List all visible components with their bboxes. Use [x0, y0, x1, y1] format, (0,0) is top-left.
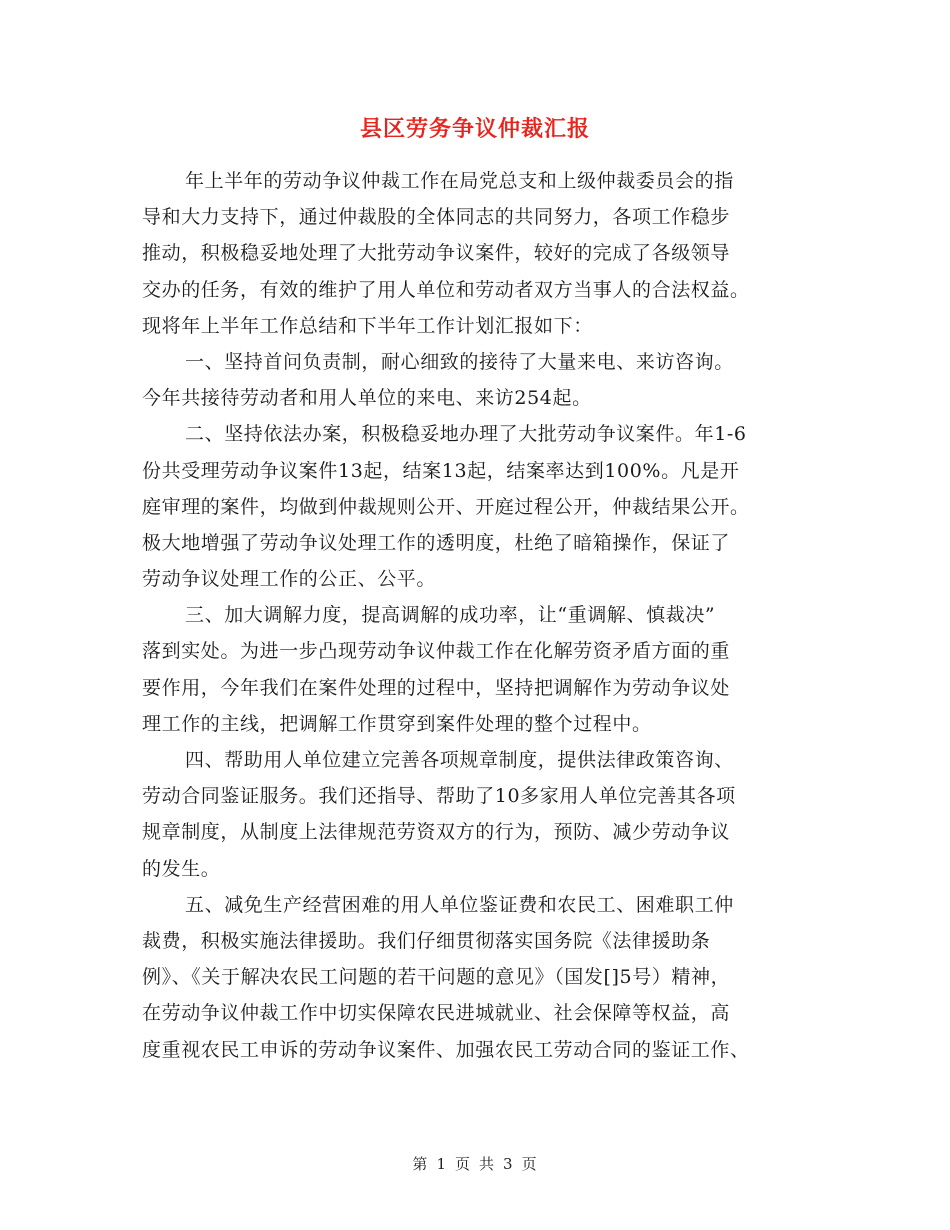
paragraph-line: 度重视农民工申诉的劳动争议案件、加强农民工劳动合同的鉴证工作、 — [142, 1038, 750, 1061]
paragraph-line: 庭审理的案件，均做到仲裁规则公开、开庭过程公开，仲裁结果公开。 — [142, 495, 750, 518]
paragraph-line: 的发生。 — [142, 857, 221, 880]
paragraph-line: 导和大力支持下，通过仲裁股的全体同志的共同努力，各项工作稳步 — [142, 206, 731, 229]
paragraph-line: 劳动争议处理工作的公正、公平。 — [142, 568, 437, 591]
footer-prefix: 第 — [412, 1155, 429, 1173]
document-body — [142, 163, 822, 1068]
paragraph-line: 一、坚持首问负责制，耐心细致的接待了大量来电、来访咨询。 — [185, 350, 734, 373]
footer-suffix: 页 — [521, 1155, 538, 1173]
paragraph-line: 理工作的主线，把调解工作贯穿到案件处理的整个过程中。 — [142, 712, 652, 735]
paragraph-line: 要作用，今年我们在案件处理的过程中，坚持把调解作为劳动争议处 — [142, 676, 731, 699]
page-footer — [0, 1153, 950, 1174]
footer-current-page: 1 — [436, 1155, 447, 1173]
paragraph-line: 现将年上半年工作总结和下半年工作计划汇报如下： — [142, 314, 593, 337]
paragraph-line: 四、帮助用人单位建立完善各项规章制度，提供法律政策咨询、 — [185, 749, 734, 771]
paragraph-line: 二、坚持依法办案，积极稳妥地办理了大批劳动争议案件。年1-6 — [185, 423, 747, 446]
paragraph-line: 份共受理劳动争议案件13起，结案13起，结案率达到100%。凡是开 — [142, 459, 740, 482]
paragraph-line: 五、减免生产经营困难的用人单位鉴证费和农民工、困难职工仲 — [185, 893, 734, 916]
page-title: 县区劳务争议仲裁汇报 — [359, 116, 590, 142]
paragraph-line: 在劳动争议仲裁工作中切实保障农民进城就业、社会保障等权益，高 — [142, 1002, 731, 1025]
paragraph-line: 三、加大调解力度，提高调解的成功率，让“重调解、慎裁决” — [185, 604, 716, 627]
paragraph-line: 规章制度，从制度上法律规范劳资双方的行为，预防、减少劳动争议 — [142, 821, 731, 844]
footer-total-pages: 3 — [503, 1155, 514, 1173]
paragraph-line: 交办的任务，有效的维护了用人单位和劳动者双方当事人的合法权益。 — [142, 278, 750, 301]
paragraph-line: 极大地增强了劳动争议处理工作的透明度，杜绝了暗箱操作，保证了 — [142, 531, 731, 554]
footer-page-word: 页 — [454, 1155, 471, 1173]
paragraph-line: 推动，积极稳妥地处理了大批劳动争议案件，较好的完成了各级领导 — [142, 242, 731, 265]
paragraph-line: 劳动合同鉴证服务。我们还指导、帮助了10多家用人单位完善其各项 — [142, 785, 736, 808]
footer-total-word: 共 — [479, 1155, 496, 1173]
paragraph-line: 例》、《关于解决农民工问题的若干问题的意见》（国发[]5号）精神， — [142, 966, 731, 989]
paragraph-line: 年上半年的劳动争议仲裁工作在局党总支和上级仲裁委员会的指 — [185, 170, 734, 192]
paragraph-line: 落到实处。为进一步凸现劳动争议仲裁工作在化解劳资矛盾方面的重 — [142, 640, 731, 663]
paragraph-line: 今年共接待劳动者和用人单位的来电、来访254起。 — [142, 387, 592, 410]
paragraph-line: 裁费，积极实施法律援助。我们仔细贯彻落实国务院《法律援助条 — [142, 929, 711, 952]
